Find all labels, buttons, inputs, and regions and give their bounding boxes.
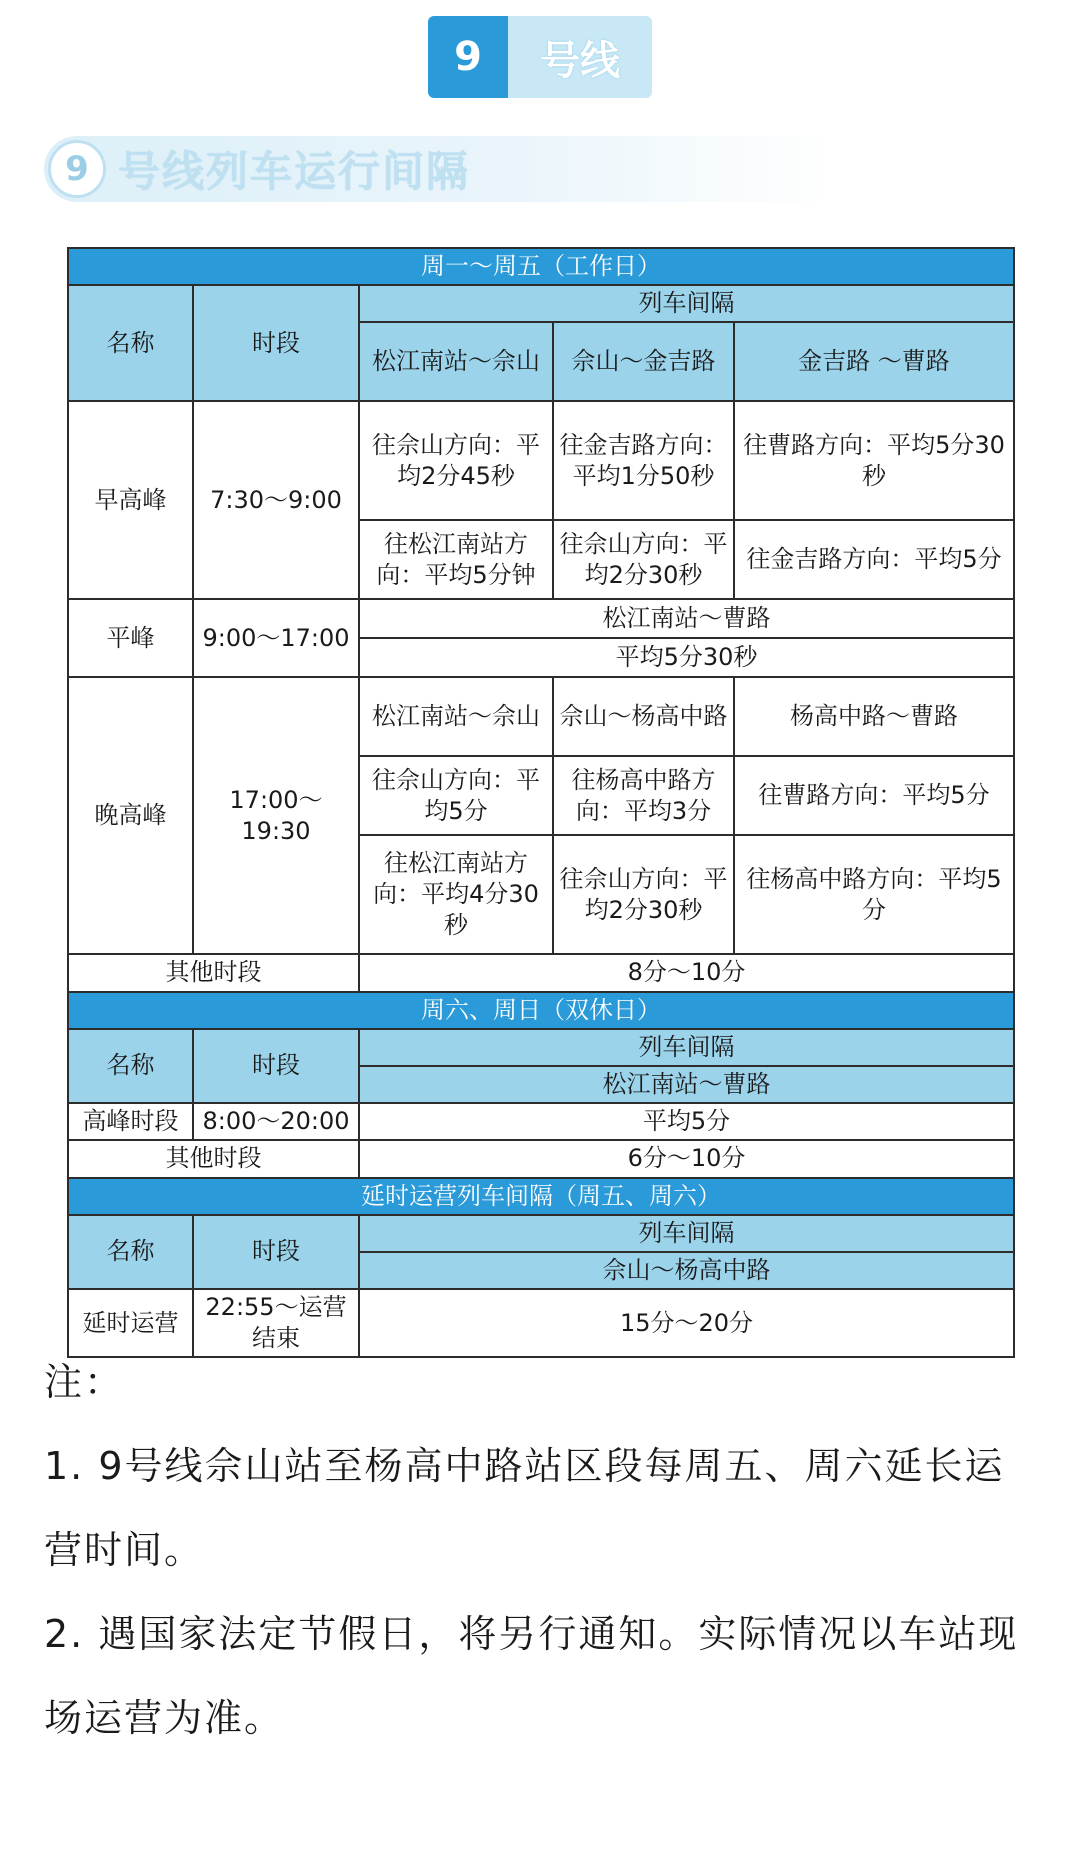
weekday-seg1: 松江南站～佘山 <box>359 322 553 401</box>
weekday-other-interval: 8分～10分 <box>359 954 1014 991</box>
offpeak-segment: 松江南站～曹路 <box>359 599 1014 638</box>
line-label: 号线 <box>508 16 652 98</box>
weekend-col-name: 名称 <box>68 1029 193 1103</box>
morning-r1c2: 往金吉路方向：平均1分50秒 <box>553 401 734 520</box>
weekday-seg3: 金吉路 ～曹路 <box>734 322 1014 401</box>
weekend-segment: 松江南站～曹路 <box>359 1066 1014 1103</box>
weekday-title: 周一～周五（工作日） <box>68 248 1014 285</box>
notes-block <box>44 1340 1044 1760</box>
evening-r1c1: 往佘山方向：平均5分 <box>359 756 553 835</box>
evening-seg2: 佘山～杨高中路 <box>553 677 734 756</box>
offpeak-interval: 平均5分30秒 <box>359 638 1014 677</box>
offpeak-time: 9:00～17:00 <box>193 599 359 677</box>
evening-seg3: 杨高中路～曹路 <box>734 677 1014 756</box>
extended-row-time: 22:55～运营结束 <box>193 1289 359 1357</box>
notes-heading: 注： <box>44 1360 125 1404</box>
weekday-col-period: 时段 <box>193 285 359 401</box>
weekend-col-interval: 列车间隔 <box>359 1029 1014 1066</box>
evening-r1c2: 往杨高中路方向：平均3分 <box>553 756 734 835</box>
weekday-other-name: 其他时段 <box>68 954 359 991</box>
extended-row-name: 延时运营 <box>68 1289 193 1357</box>
line-number: 9 <box>428 16 508 98</box>
weekday-seg2: 佘山～金吉路 <box>553 322 734 401</box>
morning-r2c2: 往佘山方向：平均2分30秒 <box>553 520 734 599</box>
note-1: 1. 9号线佘山站至杨高中路站区段每周五、周六延长运营时间。 <box>44 1444 1005 1572</box>
extended-col-period: 时段 <box>193 1215 359 1289</box>
note-2: 2. 遇国家法定节假日，将另行通知。实际情况以车站现场运营为准。 <box>44 1612 1019 1740</box>
extended-col-interval: 列车间隔 <box>359 1215 1014 1252</box>
evening-r2c1: 往松江南站方向：平均4分30秒 <box>359 835 553 954</box>
offpeak-name: 平峰 <box>68 599 193 677</box>
morning-time: 7:30～9:00 <box>193 401 359 599</box>
weekend-title: 周六、周日（双休日） <box>68 992 1014 1029</box>
morning-r2c1: 往松江南站方向：平均5分钟 <box>359 520 553 599</box>
extended-segment: 佘山～杨高中路 <box>359 1252 1014 1289</box>
evening-time: 17:00～19:30 <box>193 677 359 954</box>
morning-r2c3: 往金吉路方向：平均5分 <box>734 520 1014 599</box>
weekend-peak-interval: 平均5分 <box>359 1103 1014 1140</box>
evening-r2c3: 往杨高中路方向：平均5分 <box>734 835 1014 954</box>
section-title: 号线列车运行间隔 <box>118 147 471 196</box>
morning-r1c1: 往佘山方向：平均2分45秒 <box>359 401 553 520</box>
evening-r1c3: 往曹路方向：平均5分 <box>734 756 1014 835</box>
evening-r2c2: 往佘山方向：平均2分30秒 <box>553 835 734 954</box>
line-badge <box>428 16 652 98</box>
extended-row-interval: 15分～20分 <box>359 1289 1014 1357</box>
weekend-other-name: 其他时段 <box>68 1140 359 1177</box>
weekday-col-interval: 列车间隔 <box>359 285 1014 322</box>
weekend-peak-time: 8:00～20:00 <box>193 1103 359 1140</box>
schedule-table <box>67 247 1015 1358</box>
morning-name: 早高峰 <box>68 401 193 599</box>
evening-seg1: 松江南站～佘山 <box>359 677 553 756</box>
extended-col-name: 名称 <box>68 1215 193 1289</box>
weekday-col-name: 名称 <box>68 285 193 401</box>
section-number-badge: 9 <box>48 140 106 198</box>
evening-name: 晚高峰 <box>68 677 193 954</box>
weekend-peak-name: 高峰时段 <box>68 1103 193 1140</box>
weekend-other-interval: 6分～10分 <box>359 1140 1014 1177</box>
morning-r1c3: 往曹路方向：平均5分30秒 <box>734 401 1014 520</box>
extended-title: 延时运营列车间隔（周五、周六） <box>68 1178 1014 1215</box>
section-title-bar <box>44 136 904 202</box>
weekend-col-period: 时段 <box>193 1029 359 1103</box>
